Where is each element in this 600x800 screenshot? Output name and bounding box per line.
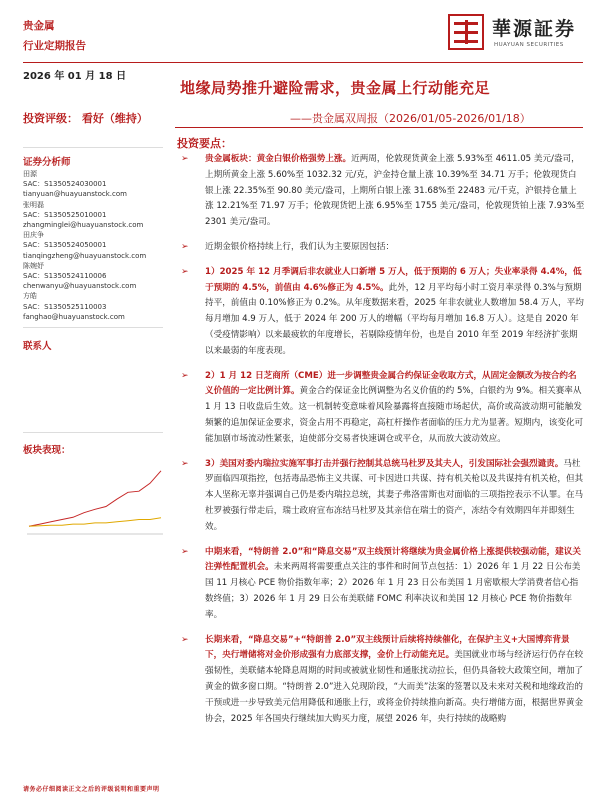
key-point-paragraph [175, 369, 585, 448]
sector-performance-heading: 板块表现： [23, 445, 71, 456]
report-subtitle: ——贵金属双周报（2026/01/05-2026/01/18） [290, 112, 531, 125]
key-point-text: 黄金合约保证金比例调整为名义价值的约 5%，白银约为 9%。相关赛率从 1 月 13 日收盘后生效。这一机制转变意味着风险暴露将直接随市场起伏，高价或高波动期可能触发频繁的追加保证金要求，资金占用不再稳定，高杠杆操作者面临的压力尤为显著。短期内，该变化可能加剧市场流动性紧张，迫使部分交易者快速调仓或平仓，从而放大波动效应。 [205, 386, 584, 444]
key-point-paragraph [175, 152, 585, 231]
contact-heading: 联系人 [23, 341, 52, 352]
analyst-sac: SAC：S1350524110006 [23, 272, 107, 281]
bullet-arrow-icon: ➢ [181, 458, 189, 469]
sidebar-divider [23, 147, 163, 148]
bullet-arrow-icon: ➢ [181, 241, 189, 252]
key-point-highlight: 3）美国对委内瑞拉实施军事打击并强行控制其总统马杜罗及其夫人，引发国际社会强烈谴责。 [205, 458, 564, 469]
series-line-0 [29, 471, 161, 527]
title-divider [175, 127, 583, 128]
report-type-label: 行业定期报告 [23, 40, 86, 52]
key-points-heading: 投资要点： [177, 137, 232, 150]
bullet-arrow-icon: ➢ [181, 154, 189, 164]
bullet-arrow-icon: ➢ [181, 266, 189, 277]
analyst-email: tianqingzheng@huayuanstock.com [23, 251, 147, 260]
analyst-sac: SAC：S1350525010001 [23, 210, 107, 219]
analyst-heading: 证券分析师 [23, 157, 71, 168]
analyst-name: 陈婉妤 [23, 261, 44, 270]
analyst-sac: SAC：S1350524050001 [23, 241, 107, 250]
analyst-email: fanghao@huayuanstock.com [23, 312, 125, 321]
logo-seal-icon [448, 14, 484, 50]
key-points-body [175, 152, 585, 736]
key-point-text: 美国就业市场与经济运行仍存在较强韧性，美联储本轮降息周期的时间或被就业韧性和通胀扰动拉长，但仍具备较大政策空间，增加了黄金的做多窗口期。“特朗普 2.0”进入兑现阶段，“大而美”法案的签署以及未来对关税和地缘政治的干预或进一步导致美元信用降低和通胀上行，或将金价持续推向新高。央行增储方面，根据世界黄金协会，2025 年各国央行继续加大购买力度，展望 2026 年，央行持续的战略购 [205, 650, 584, 724]
analyst-name: 方皓 [23, 292, 37, 301]
key-point-paragraph [175, 633, 585, 728]
analyst-list [23, 169, 168, 322]
analyst-name: 张明磊 [23, 200, 44, 209]
sidebar-divider [23, 327, 163, 328]
disclaimer-footer: 请务必仔细阅读正文之后的评级说明和重要声明 [23, 786, 160, 793]
logo-name: 華源証券 [492, 18, 577, 40]
bullet-arrow-icon: ➢ [181, 370, 189, 381]
key-point-text: 未来两周将需要重点关注的事件和时间节点包括：1）2026 年 1 月 22 日公布美国 11 月核心 PCE 物价指数年率；2）2026 年 1 月 23 日公布美国 1 月密歇根大学消费者信心指数终值；3）2026 年 1 月 29 日公布美联储 FOMC 利率决议和美国 12 月核心 PCE 物价指数年率。 [205, 562, 581, 620]
key-point-highlight: 贵金属板块：黄金白银价格强势上涨。 [205, 154, 352, 164]
key-point-text: 近两周，伦敦现货黄金上涨 5.93%至 4611.05 美元/盎司，上期所黄金上涨 5.60%至 1032.32 元/克，沪金持仓量上涨 10.39%至 34.71 万手；伦敦现货白银上涨 22.35%至 90.80 美元/盎司，上期所白银上涨 31.68%至 22483 元/千克，沪银持仓量上涨 12.21%至 71.97 万手；伦敦现货钯上涨 6.95%至 1755 美元/盎司，伦敦现货铂上涨 7.93%至 2301 美元/盎司。 [205, 154, 585, 228]
key-point-paragraph [175, 457, 585, 536]
key-point-text: 此外，12 月平均每小时工资月率录得 0.3%与预期持平，前值由 0.10%修正为 0.2%。从年度数据来看，2025 年非农就业人数增加 58.4 万人，平均每月增加 4.9 万人，低于 2024 年 200 万人的增幅（平均每月增加 16.8 万人）。这是自 2020 年（受疫情影响）以来最疲软的年度增长，若剔除疫情年份，也是自 2010 年至 2019 年经济扩张期以来最弱的年度表现。 [205, 282, 584, 356]
key-point-text: 近期金银价格持续上行，我们认为主要原因包括： [205, 241, 395, 252]
key-point-text: 马杜罗面临四项指控，包括毒品恐怖主义共谋、可卡因进口共谋、持有机关枪以及共谋持有机关枪，但其本人坚称无辜并强调自己仍是委内瑞拉总统，其妻子弗洛雷斯也对面临的三项指控表示不认罪。在马杜罗被强行带走后，瑞士政府宣布冻结马杜罗及其亲信在瑞士的资产，冻结令有效期四年并即刻生效。 [205, 458, 584, 532]
sidebar-divider [23, 432, 163, 433]
bullet-arrow-icon: ➢ [181, 634, 189, 645]
analyst-email: zhangminglei@huayuanstock.com [23, 221, 144, 230]
investment-rating: 投资评级： 看好（维持） [23, 112, 148, 125]
bullet-arrow-icon: ➢ [181, 546, 189, 557]
sector-label: 贵金属 [23, 20, 55, 32]
report-date: 2026 年 01 月 18 日 [23, 71, 127, 82]
key-point-highlight: 1）2025 年 12 月季调后非农就业人口新增 5 万人，低于预期的 6 万人；失业率录得 4.4%，低于预期的 4.5%，前值由 4.6%修正为 4.5%。 [205, 266, 582, 293]
key-point-highlight: 长期来看，“降息交易”+“特朗普 2.0”双主线预计后续将持续催化，在保护主义+大国博弈背景下，央行增储将对金价形成强有力底部支撑，金价上行动能充足。 [205, 634, 570, 661]
key-point-paragraph [175, 545, 585, 624]
analyst-name: 田庆争 [23, 231, 44, 240]
analyst-name: 田源 [23, 170, 37, 178]
analyst-email: tianyuan@huayuanstock.com [23, 190, 127, 199]
page-title: 地缘局势推升避险需求，贵金属上行动能充足 [180, 79, 491, 97]
key-point-highlight: 中期来看，“特朗普 2.0”和“降息交易”双主线预计将继续为贵金属价格上涨提供较强动能，建议关注弹性配置机会。 [205, 546, 581, 573]
sector-performance-chart [23, 458, 165, 544]
key-point-paragraph [175, 265, 585, 360]
analyst-sac: SAC：S1350524030001 [23, 180, 107, 189]
key-point-paragraph [175, 240, 585, 256]
company-logo [448, 12, 588, 56]
logo-english-name: HUAYUAN SECURITIES [494, 42, 564, 48]
header-divider [23, 62, 583, 63]
key-point-highlight: 2）1 月 12 日芝商所（CME）进一步调整贵金属合约保证金收取方式，从固定金额改为按合约名义价值的一定比例计算。 [205, 370, 577, 397]
analyst-email: chenwanyu@huayuanstock.com [23, 282, 137, 291]
analyst-sac: SAC：S1350525110003 [23, 302, 107, 311]
